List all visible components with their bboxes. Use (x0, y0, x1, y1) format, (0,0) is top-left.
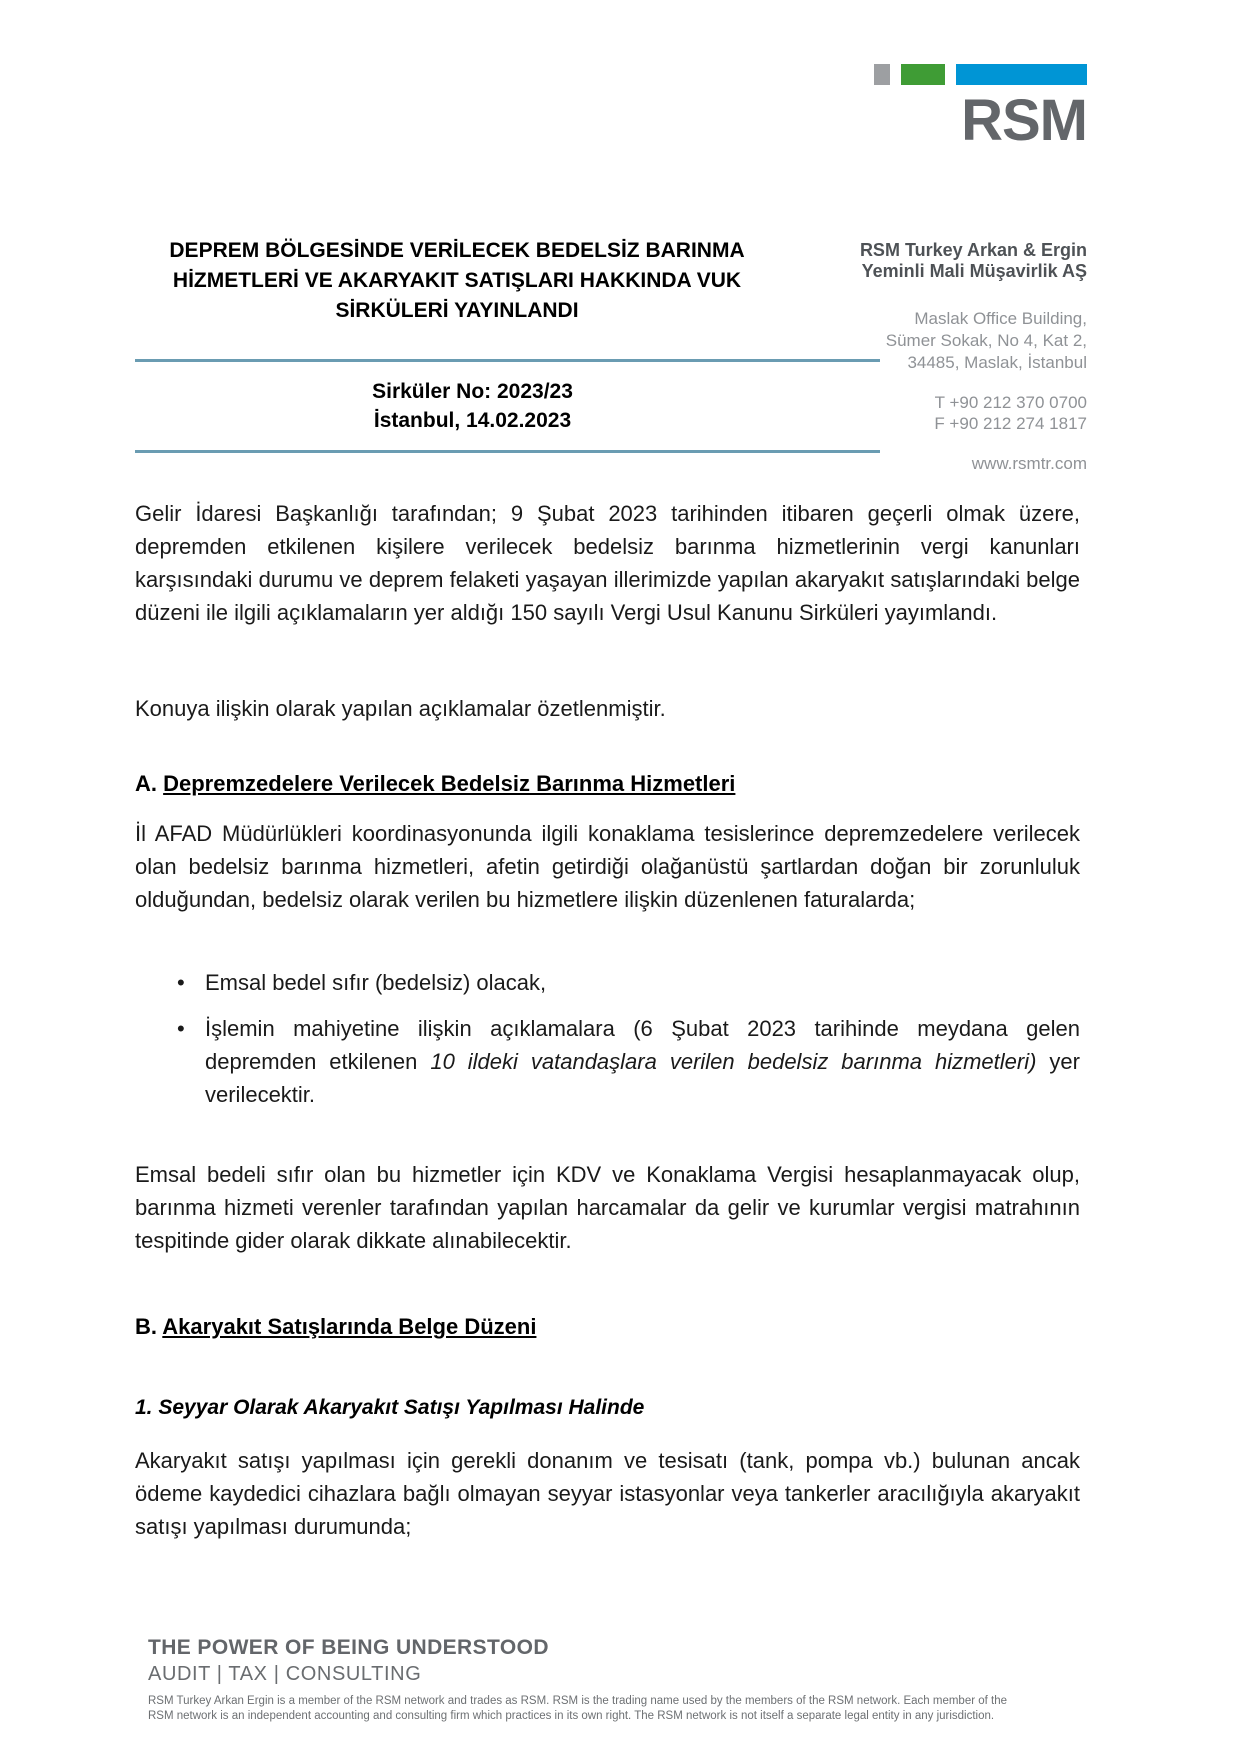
firm-name-line-2: Yeminli Mali Müşavirlik AŞ (861, 261, 1087, 281)
bullet-item-2-post: yer verilecektir. (205, 1049, 1080, 1107)
bullet-item-2-text (205, 1012, 1080, 1111)
section-a-paragraph: İl AFAD Müdürlükleri koordinasyonunda ilgili konaklama tesislerince depremzedelere verilecek olan bedelsiz barınma hizmetleri, afetin getirdiği olağanüstü şartlardan doğan bir zorunluluk olduğundan, bedelsiz olarak verilen bu hizmetlere ilişkin düzenlenen faturalarda; (135, 821, 1080, 912)
rsm-logo (874, 64, 1087, 153)
firm-contact-block (757, 240, 1087, 474)
firm-address-line-2: Sümer Sokak, No 4, Kat 2, (885, 331, 1087, 350)
section-a-title: Depremzedelere Verilecek Bedelsiz Barınma Hizmetleri (163, 771, 736, 796)
document-title-line-2: HİZMETLERİ VE AKARYAKIT SATIŞLARI HAKKINDA VUK (172, 269, 742, 292)
circular-place-date: İstanbul, 14.02.2023 (373, 409, 572, 432)
section-b-prefix: B. (135, 1314, 163, 1339)
rsm-logo-squares (874, 64, 1087, 85)
document-title-line-1: DEPREM BÖLGESİNDE VERİLECEK BEDELSİZ BARINMA (169, 239, 745, 262)
firm-address-line-1: Maslak Office Building, (914, 309, 1087, 328)
logo-blue-square-icon (956, 64, 1087, 85)
firm-name-line-1: RSM Turkey Arkan & Ergin (859, 240, 1087, 260)
bullet-item-2-italic: 10 ildeki vatandaşlara verilen bedelsiz barınma hizmetleri) (430, 1049, 1037, 1074)
bullet-item-1-text: Emsal bedel sıfır (bedelsiz) olacak, (205, 970, 547, 995)
bullet-item-1 (135, 966, 1080, 999)
circular-number: Sirküler No: 2023/23 (372, 380, 573, 403)
bullet-marker-icon: • (177, 970, 185, 995)
firm-address-line-3: 34485, Maslak, İstanbul (907, 353, 1087, 372)
logo-gray-square-icon (874, 64, 890, 85)
subsection-b1-heading: 1. Seyyar Olarak Akaryakıt Satışı Yapılması Halinde (135, 1396, 645, 1419)
bullet-item-2 (135, 1012, 1080, 1111)
document-title (127, 236, 787, 326)
circular-info (135, 377, 810, 435)
fuel-sales-paragraph: Akaryakıt satışı yapılması için gerekli donanım ve tesisatı (tank, pompa vb.) bulunan ancak ödeme kaydedici cihazlara bağlı olmayan seyyar istasyonlar veya tankerler aracılığıyla akaryakıt satışı yapılması durumunda; (135, 1448, 1080, 1539)
firm-fax: F +90 212 274 1817 (934, 414, 1087, 433)
section-b-title: Akaryakıt Satışlarında Belge Düzeni (162, 1314, 537, 1339)
section-a-prefix: A. (135, 771, 164, 796)
bullet-item-2-pre: İşlemin mahiyetine ilişkin açıklamalara (6 Şubat 2023 tarihinde meydana gelen depremden etkilenen (205, 1016, 1080, 1074)
logo-green-square-icon (901, 64, 945, 85)
firm-website: www.rsmtr.com (971, 454, 1087, 473)
footer-services: AUDIT | TAX | CONSULTING (148, 1663, 422, 1685)
tax-treatment-paragraph: Emsal bedeli sıfır olan bu hizmetler için KDV ve Konaklama Vergisi hesaplanmayacak olup, barınma hizmeti verenler tarafından yapılan harcamalar da gelir ve kurumlar vergisi matrahının tespitinde gider olarak dikkate alınabilecektir. (135, 1162, 1080, 1253)
section-b-heading (135, 1314, 536, 1340)
firm-phone: T +90 212 370 0700 (934, 393, 1087, 412)
footer-disclaimer: RSM Turkey Arkan Ergin is a member of the RSM network and trades as RSM. RSM is the trading name used by the members of the RSM network. Each member of the RSM network is an independent accounting and consulting firm which practices in its own right. The RSM network is not itself a separate legal entity in any jurisdiction. (148, 1695, 1008, 1722)
bullet-marker-icon: • (177, 1016, 185, 1041)
summary-paragraph: Konuya ilişkin olarak yapılan açıklamalar özetlenmiştir. (135, 696, 666, 721)
intro-paragraph: Gelir İdaresi Başkanlığı tarafından; 9 Şubat 2023 tarihinden itibaren geçerli olmak üzere, depremden etkilenen kişilere verilecek bedelsiz barınma hizmetlerinin vergi kanunları karşısındaki durumu ve deprem felaketi yaşayan illerimizde yapılan akaryakıt satışlarındaki belge düzeni ile ilgili açıklamaların yer aldığı 150 sayılı Vergi Usul Kanunu Sirküleri yayımlandı. (135, 501, 1080, 625)
rsm-wordmark: RSM (961, 88, 1087, 153)
document-title-line-3: SİRKÜLERİ YAYINLANDI (335, 299, 579, 322)
section-a-heading (135, 771, 735, 797)
footer-tagline: THE POWER OF BEING UNDERSTOOD (148, 1636, 549, 1659)
